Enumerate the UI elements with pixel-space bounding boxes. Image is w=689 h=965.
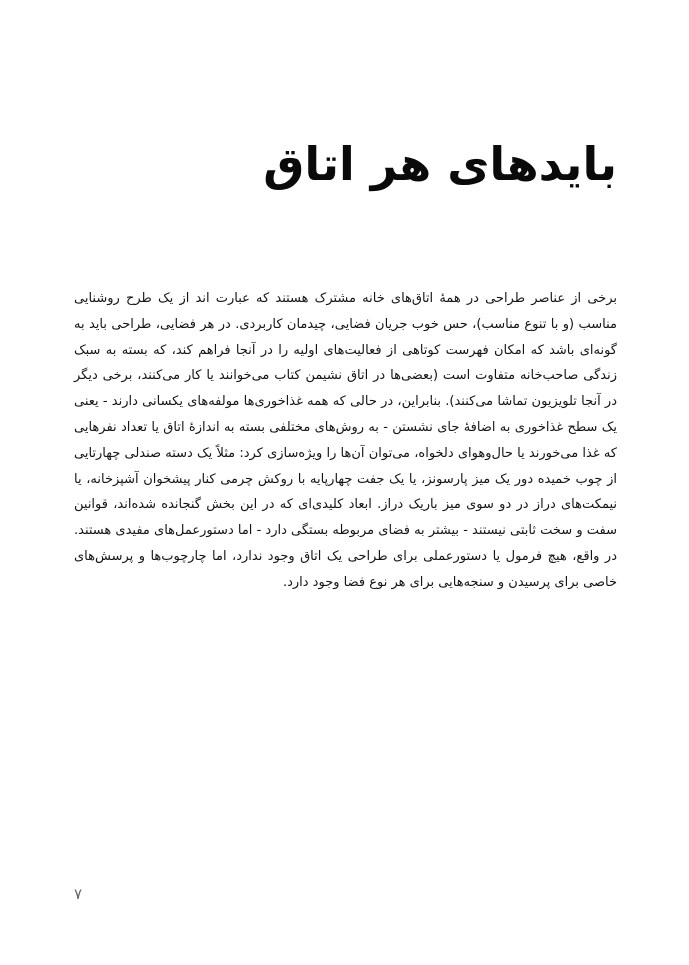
- body-paragraph: برخی از عناصر طراحی در همهٔ اتاق‌های خانه مشترک هستند که عبارت اند از یک طرح روشنایی مناسب (و با تنوع مناسب)، حس خوب جریان فضایی، چیدمان کاربردی. در هر فضایی، طراحی باید به گونه‌ای باشد که امکان فهرست کوتاهی از فعالیت‌های اولیه را در آنجا فراهم کند، که بسته به سبک زندگی صاحب‌خانه متفاوت است (بعضی‌ها در اتاق نشیمن کتاب می‌خوانند یا کار می‌کنند، برخی دیگر در آنجا تلویزیون تماشا می‌کنند). بنابراین، در حالی که همه غذاخوری‌ها مولفه‌های یکسانی دارند - یعنی یک سطح غذاخوری به اضافهٔ جای نشستن - به روش‌های مختلفی بسته به اندازهٔ اتاق یا تعداد نفرهایی که غذا می‌خورند یا حال‌وهوای دلخواه، می‌توان آن‌ها را ویژه‌سازی کرد: مثلاً یک دسته صندلی چهارتایی از چوب خمیده دور یک میز پارسونز، یا یک جفت چهارپایه با روکش چرمی کنار پیشخوان آشپزخانه، یا نیمکت‌های دراز در دو سوی میز باریک دراز. ابعاد کلیدی‌ای که در این بخش گنجانده شده‌اند، قوانین سفت و سخت ثابتی نیستند - بیشتر به فضای مربوطه بستگی دارد - اما دستورعمل‌های مفیدی هستند. در واقع، هیچ فرمول یا دستورعملی برای طراحی یک اتاق وجود ندارد، اما چارچوب‌ها و پرسش‌های خاصی برای پرسیدن و سنجه‌هایی برای هر نوع فضا وجود دارد.: [74, 291, 617, 590]
- body-text: [74, 286, 617, 596]
- page-number: ۷: [74, 885, 83, 903]
- chapter-title: بایدهای هر اتاق: [263, 136, 617, 191]
